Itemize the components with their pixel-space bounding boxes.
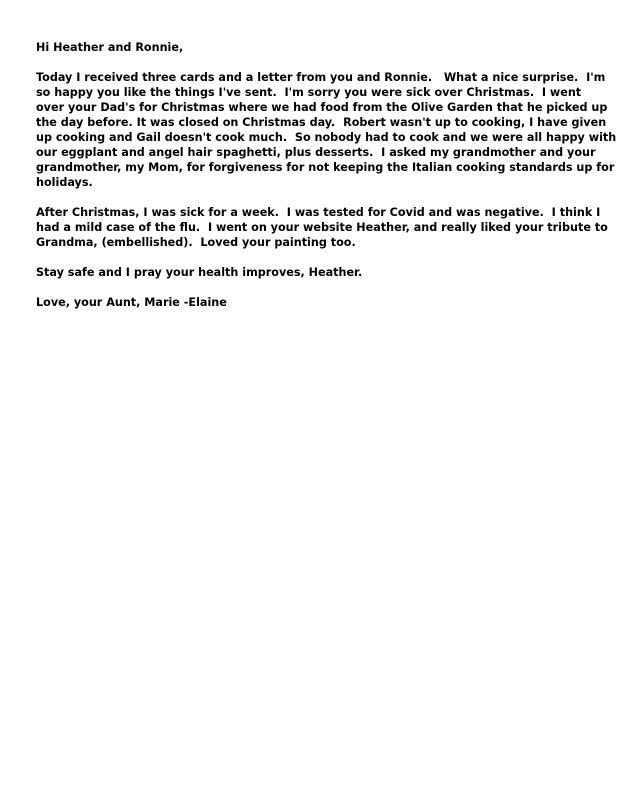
paragraph-line: up cooking and Gail doesn't cook much. So nobody had to cook and we were all happy with [36,131,617,144]
letter-page [36,40,617,310]
letter-paragraph-1 [36,70,617,190]
paragraph-line: Grandma, (embellished). Loved your painting too. [36,236,356,249]
paragraph-line: the day before. It was closed on Christmas day. Robert wasn't up to cooking, I have given [36,116,607,129]
paragraph-line: Today I received three cards and a letter from you and Ronnie. What a nice surprise. I'm [36,71,606,84]
paragraph-line: grandmother, my Mom, for forgiveness for not keeping the Italian cooking standards up for [36,161,615,174]
letter-paragraph-2 [36,205,608,250]
paragraph-line: After Christmas, I was sick for a week. I was tested for Covid and was negative. I think I [36,206,601,219]
paragraph-line: had a mild case of the flu. I went on your website Heather, and really liked your tribute to [36,221,608,234]
paragraph-line: over your Dad's for Christmas where we had food from the Olive Garden that he picked up [36,101,608,114]
letter-paragraph-3: Stay safe and I pray your health improves, Heather. [36,266,363,279]
paragraph-line: so happy you like the things I've sent. I'm sorry you were sick over Christmas. I went [36,86,582,99]
paragraph-line: holidays. [36,176,93,189]
letter-closing: Love, your Aunt, Marie -Elaine [36,296,227,309]
paragraph-line: our eggplant and angel hair spaghetti, plus desserts. I asked my grandmother and your [36,146,596,159]
letter-greeting: Hi Heather and Ronnie, [36,41,184,54]
